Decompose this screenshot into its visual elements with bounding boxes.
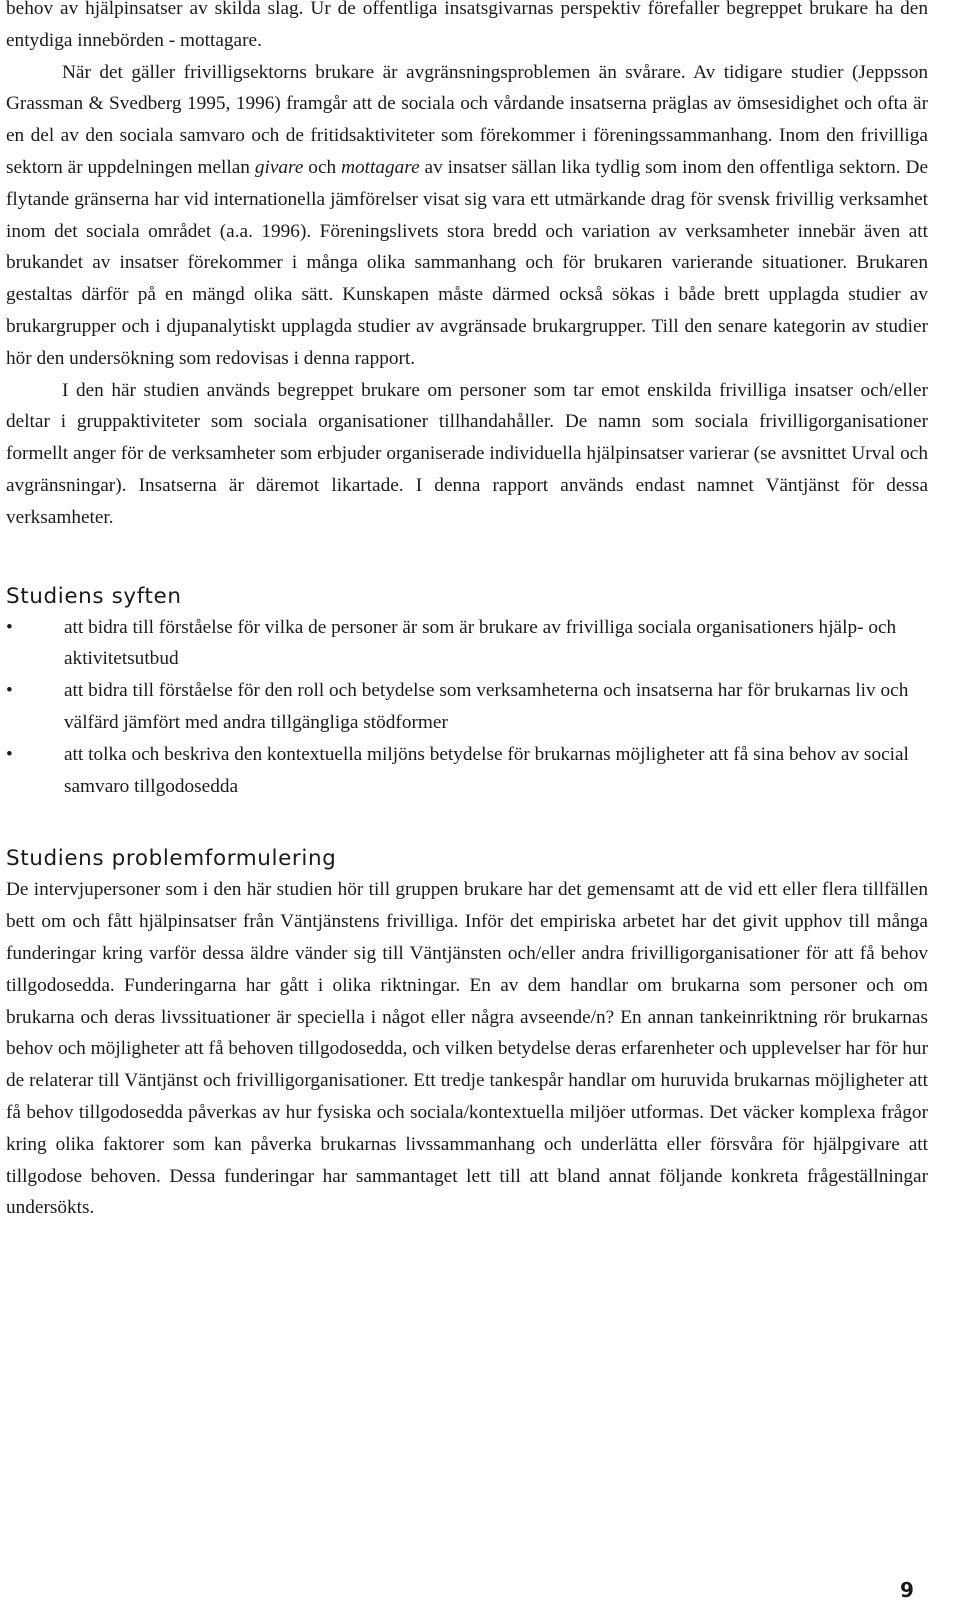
section-heading-problemformulering: Studiens problemformulering	[6, 846, 337, 872]
bullet-icon: •	[6, 616, 13, 638]
syften-list-item	[6, 675, 928, 739]
bullet-icon: •	[6, 743, 13, 765]
syften-list-item	[6, 739, 928, 803]
bullet-icon: •	[6, 680, 13, 702]
list-item-text: att bidra till förståelse för vilka de personer är som är brukare av frivilliga sociala organisationers hjälp- och aktivitetsutbud	[64, 616, 897, 670]
emphasis-givare: givare	[254, 156, 304, 178]
list-item-text: att bidra till förståelse för den roll och betydelse som verksamheterna och insatserna har för brukarnas liv och välfärd jämfört med andra tillgängliga stödformer	[64, 680, 909, 733]
paragraph-frivilligsektor	[6, 57, 928, 375]
page-number: 9	[900, 1578, 914, 1602]
document-page	[6, 0, 928, 1224]
paragraph-text: När det gäller frivilligsektorns brukare är avgränsningsproblemen än svårare. Av tidigare studier (Jeppsson Grassman & Svedberg 1995, 1996) framgår att de sociala och vårdande insatserna präglas av ömsesidighet och ofta är en del av den sociala samvaro och de fritidsaktiviteter som förekommer i föreningssammanhang. Inom den frivilliga sektorn är uppdelningen mellan	[6, 61, 928, 178]
syften-list	[6, 612, 928, 803]
paragraph-brukare-definition: I den här studien används begreppet brukare om personer som tar emot enskilda frivilliga insatser och/eller deltar i gruppaktiviteter som sociala organisationer tillhandahåller. De namn som sociala frivilligorganisationer formellt anger för de verksamheter som erbjuder organiserade individuella hjälpinsatser varierar (se avsnittet Urval och avgränsningar). Insatserna är däremot likartade. I denna rapport används endast namnet Väntjänst för dessa verksamheter.	[6, 379, 928, 528]
emphasis-mottagare: mottagare	[341, 156, 420, 178]
syften-list-item	[6, 612, 928, 676]
list-item-text: att tolka och beskriva den kontextuella miljöns betydelse för brukarnas möjligheter att få sina behov av social samvaro tillgodosedda	[64, 743, 909, 797]
paragraph-continued: behov av hjälpinsatser av skilda slag. Ur de offentliga insatsgivarnas perspektiv förefaller begreppet brukare ha den entydiga innebörden - mottagare.	[6, 0, 928, 51]
paragraph-text: och	[303, 156, 342, 178]
section-heading-syften: Studiens syften	[6, 583, 182, 609]
paragraph-text: av insatser sällan lika tydlig som inom den offentliga sektorn. De flytande gränserna har vid internationella jämförelser visat sig vara ett utmärkande drag för svensk frivillig verksamhet inom det sociala området (a.a. 1996). Föreningslivets stora bredd och variation av verksamheter innebär även att brukandet av insatser förekommer i många olika sammanhang och för brukaren varierande situationer. Brukaren gestaltas därför på en mängd olika sätt. Kunskapen måste därmed också sökas i både brett upplagda studier av brukargrupper och i djupanalytiskt upplagda studier av avgränsade brukargrupper. Till den senare kategorin av studier hör den undersökning som redovisas i denna rapport.	[6, 156, 928, 369]
paragraph-problemformulering: De intervjupersoner som i den här studien hör till gruppen brukare har det gemensamt att de vid ett eller flera tillfällen bett om och fått hjälpinsatser från Väntjänstens frivilliga. Inför det empiriska arbetet har det givit upphov till många funderingar kring varför dessa äldre vänder sig till Väntjänsten och/eller andra frivilligorganisationer för att få behov tillgodosedda. Funderingarna har gått i olika riktningar. En av dem handlar om brukarna som personer och om brukarna och deras livssituationer är speciella i något eller några avseende/n? En annan tankeinriktning rör brukarnas behov och möjligheter att få behoven tillgodosedda, och vilken betydelse deras erfarenheter och upplevelser har för hur de relaterar till Väntjänst och frivilligorganisationer. Ett tredje tankespår handlar om huruvida brukarnas möjligheter att få behov tillgodosedda påverkas av hur fysiska och sociala/kontextuella miljöer utformas. Det väcker komplexa frågor kring olika faktorer som kan påverka brukarnas livssammanhang och underlätta eller försvåra för hjälpgivare att tillgodose behoven. Dessa funderingar har sammantaget lett till att bland annat följande konkreta frågeställningar undersökts.	[6, 879, 928, 1219]
